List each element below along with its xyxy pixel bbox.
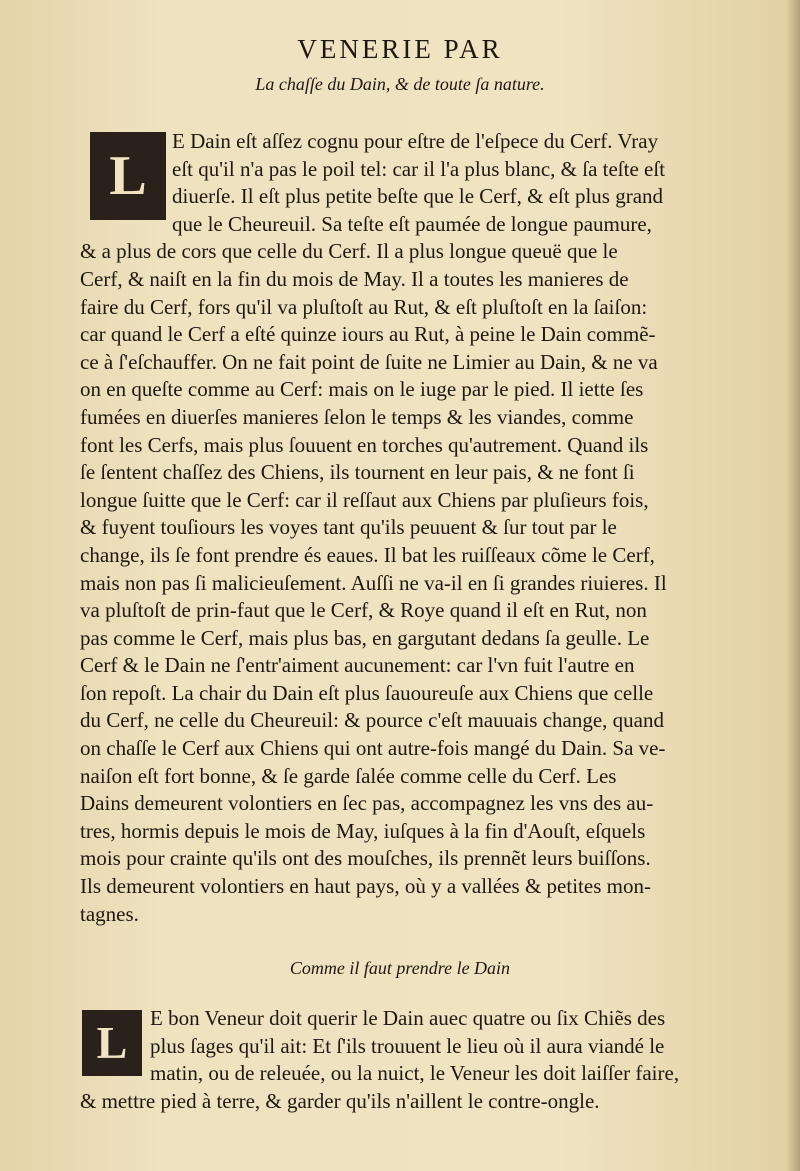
page-edge-shadow — [786, 0, 800, 1171]
text-line: faire du Cerf, fors qu'il va pluſtoſt au Rut, & eſt pluſtoſt en la ſaiſon: — [80, 294, 648, 319]
paragraph-1 — [80, 128, 768, 928]
text-line: ce à ſ'eſchauffer. On ne fait point de ſuite ne Limier au Dain, & ne va — [80, 349, 658, 374]
text-line: matin, ou de releuée, ou la nuict, le Veneur les doit laiſſer faire, — [150, 1061, 680, 1086]
paragraph-2 — [80, 1005, 768, 1115]
text-line: ſe ſentent chaſſez des Chiens, ils tournent en leur pais, & ne font ſi — [80, 460, 635, 485]
text-line: font les Cerfs, mais plus ſouuent en torches qu'autrement. Quand ils — [80, 432, 649, 457]
text-line: E bon Veneur doit querir le Dain auec quatre ou ſix Chiẽs des — [150, 1006, 666, 1030]
text-line: longue ſuitte que le Cerf: car il reſſaut aux Chiens par pluſieurs fois, — [80, 487, 649, 512]
text-line: mois pour crainte qu'ils ont des mouſches, ils prennẽt leurs buiſſons. — [80, 846, 651, 871]
text-line: diuerſe. Il eſt plus petite beſte que le Cerf, & eſt plus grand — [172, 184, 664, 209]
text-line: & a plus de cors que celle du Cerf. Il a plus longue queuë que le — [80, 239, 618, 264]
text-line: Cerf, & naiſt en la fin du mois de May. Il a toutes les manieres de — [80, 266, 629, 291]
text-line: Dains demeurent volontiers en ſec pas, accompagnez les vns des au- — [80, 791, 654, 816]
chapter-title: La chaſſe du Dain, & de toute ſa nature. — [255, 74, 545, 94]
text-line: tagnes. — [80, 901, 139, 926]
text-line: mais non pas ſi malicieuſement. Auſſi ne va-il en ſi grandes riuieres. Il — [80, 570, 667, 595]
text-line: eſt qu'il n'a pas le poil tel: car il l'a plus blanc, & ſa teſte eſt — [172, 156, 666, 181]
text-line: E Dain eſt aſſez cognu pour eſtre de l'eſpece du Cerf. Vray — [172, 129, 659, 153]
text-line: tres, hormis depuis le mois de May, iuſques à la fin d'Aouſt, eſquels — [80, 818, 646, 843]
initial-letter-1: L — [109, 145, 147, 207]
text-line: fumées en diuerſes manieres ſelon le temps & les viandes, comme — [80, 404, 634, 429]
text-line: du Cerf, ne celle du Cheureuil: & pource c'eſt mauuais change, quand — [80, 708, 664, 733]
initial-letter-2: L — [96, 1017, 128, 1068]
text-line: & mettre pied à terre, & garder qu'ils n'aillent le contre-ongle. — [80, 1088, 600, 1113]
running-head: VENERIE PAR — [297, 34, 503, 64]
text-line: va pluſtoſt de prin-faut que le Cerf, & Roye quand il eſt en Rut, non — [80, 598, 647, 623]
text-line: on en queſte comme au Cerf: mais on le iuge par le pied. Il iette ſes — [80, 377, 644, 402]
text-line: on chaſſe le Cerf aux Chiens qui ont autre-fois mangé du Dain. Sa ve- — [80, 736, 666, 761]
section-heading: Comme il faut prendre le Dain — [289, 958, 511, 978]
text-line: pas comme le Cerf, mais plus bas, en gargutant dedans ſa geulle. Le — [80, 625, 650, 650]
text-line: ſon repoſt. La chair du Dain eſt plus ſauoureuſe aux Chiens que celle — [80, 680, 654, 705]
text-line: Ils demeurent volontiers en haut pays, où y a vallées & petites mon- — [80, 874, 651, 899]
text-line: naiſon eſt fort bonne, & ſe garde ſalée comme celle du Cerf. Les — [80, 763, 617, 788]
text-line: & fuyent touſiours les voyes tant qu'ils peuuent & ſur tout par le — [80, 515, 617, 540]
text-line: que le Cheureuil. Sa teſte eſt paumée de longue paumure, — [172, 211, 652, 236]
text-line: change, ils ſe font prendre és eaues. Il bat les ruiſſeaux cõme le Cerf, — [80, 542, 655, 567]
text-line: plus ſages qu'il ait: Et ſ'ils trouuent le lieu où il aura viandé le — [150, 1033, 665, 1058]
text-line: car quand le Cerf a eſté quinze iours au Rut, à peine le Dain commẽ- — [80, 322, 656, 347]
text-line: Cerf & le Dain ne ſ'entr'aiment aucunement: car l'vn fuit l'autre en — [80, 653, 635, 678]
